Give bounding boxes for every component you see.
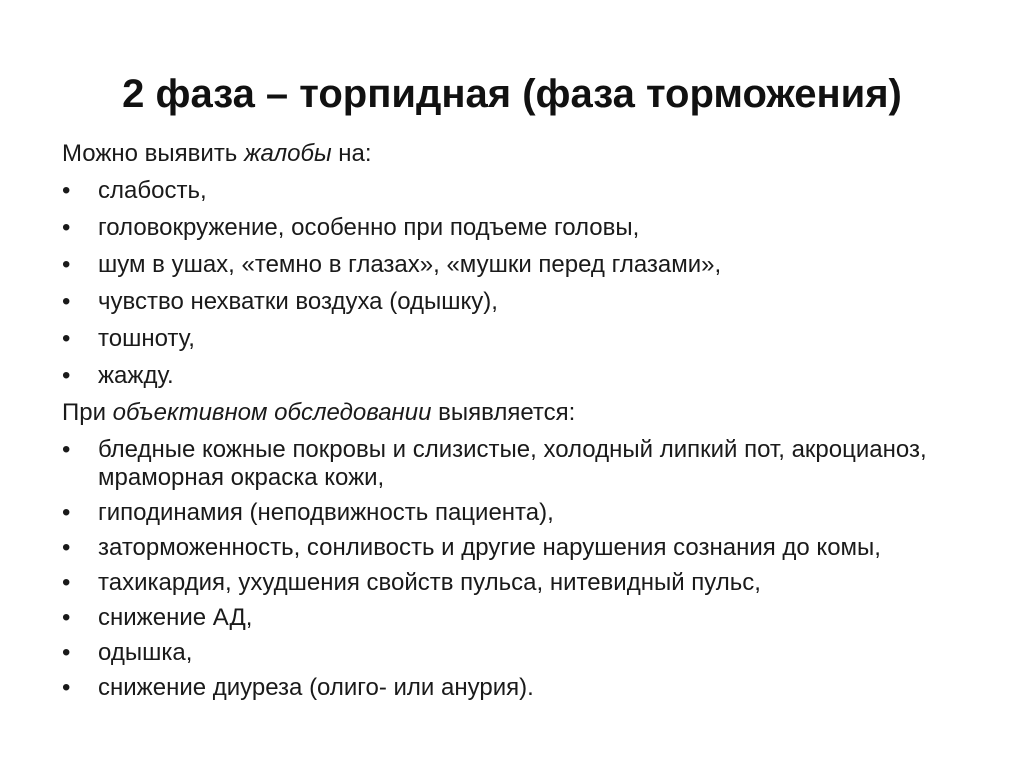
slide-content bbox=[62, 140, 982, 709]
list-item-text: тошноту, bbox=[98, 325, 195, 352]
list-item-text: снижение диуреза (олиго- или анурия). bbox=[98, 674, 534, 701]
objective-intro bbox=[62, 399, 982, 427]
objective-list bbox=[62, 436, 982, 702]
objective-intro-text: При bbox=[62, 399, 113, 426]
bullet-icon: • bbox=[62, 177, 71, 204]
list-item-text: заторможенность, сонливость и другие нарушения сознания до комы, bbox=[98, 534, 881, 561]
bullet-icon: • bbox=[62, 534, 71, 561]
bullet-icon: • bbox=[62, 325, 71, 352]
list-item bbox=[62, 325, 982, 353]
bullet-icon: • bbox=[62, 639, 71, 666]
list-item-text: головокружение, особенно при подъеме головы, bbox=[98, 214, 640, 241]
complaints-list bbox=[62, 177, 982, 390]
list-item bbox=[62, 214, 982, 242]
list-item-text: тахикардия, ухудшения свойств пульса, нитевидный пульс, bbox=[98, 569, 761, 596]
objective-intro-suffix: выявляется: bbox=[431, 399, 576, 426]
complaints-intro-emphasis: жалобы bbox=[243, 140, 332, 167]
list-item-text: снижение АД, bbox=[98, 604, 253, 631]
bullet-icon: • bbox=[62, 499, 71, 526]
list-item bbox=[62, 674, 982, 702]
list-item-text: одышка, bbox=[98, 639, 193, 666]
objective-intro-emphasis: объективном обследовании bbox=[112, 399, 432, 426]
complaints-intro-suffix: на: bbox=[331, 140, 372, 167]
list-item bbox=[62, 569, 982, 597]
list-item-text: гиподинамия (неподвижность пациента), bbox=[98, 499, 554, 526]
bullet-icon: • bbox=[62, 436, 71, 463]
slide-title: 2 фаза – торпидная (фаза торможения) bbox=[122, 72, 902, 116]
list-item bbox=[62, 288, 982, 316]
list-item-text: бледные кожные покровы и слизистые, холодный липкий пот, акроцианоз, мраморная окраска кожи, bbox=[98, 436, 927, 491]
list-item-text: жажду. bbox=[98, 362, 174, 389]
list-item-text: слабость, bbox=[98, 177, 207, 204]
bullet-icon: • bbox=[62, 674, 71, 701]
list-item-text: чувство нехватки воздуха (одышку), bbox=[98, 288, 498, 315]
list-item bbox=[62, 362, 982, 390]
bullet-icon: • bbox=[62, 288, 71, 315]
list-item bbox=[62, 251, 982, 279]
list-item bbox=[62, 499, 982, 527]
bullet-icon: • bbox=[62, 569, 71, 596]
list-item bbox=[62, 534, 982, 562]
bullet-icon: • bbox=[62, 214, 71, 241]
list-item bbox=[62, 639, 982, 667]
bullet-icon: • bbox=[62, 604, 71, 631]
complaints-intro-text: Можно выявить bbox=[62, 140, 244, 167]
list-item bbox=[62, 604, 982, 632]
list-item-text: шум в ушах, «темно в глазах», «мушки перед глазами», bbox=[98, 251, 722, 278]
list-item bbox=[62, 436, 982, 492]
bullet-icon: • bbox=[62, 251, 71, 278]
complaints-intro bbox=[62, 140, 982, 168]
bullet-icon: • bbox=[62, 362, 71, 389]
list-item bbox=[62, 177, 982, 205]
